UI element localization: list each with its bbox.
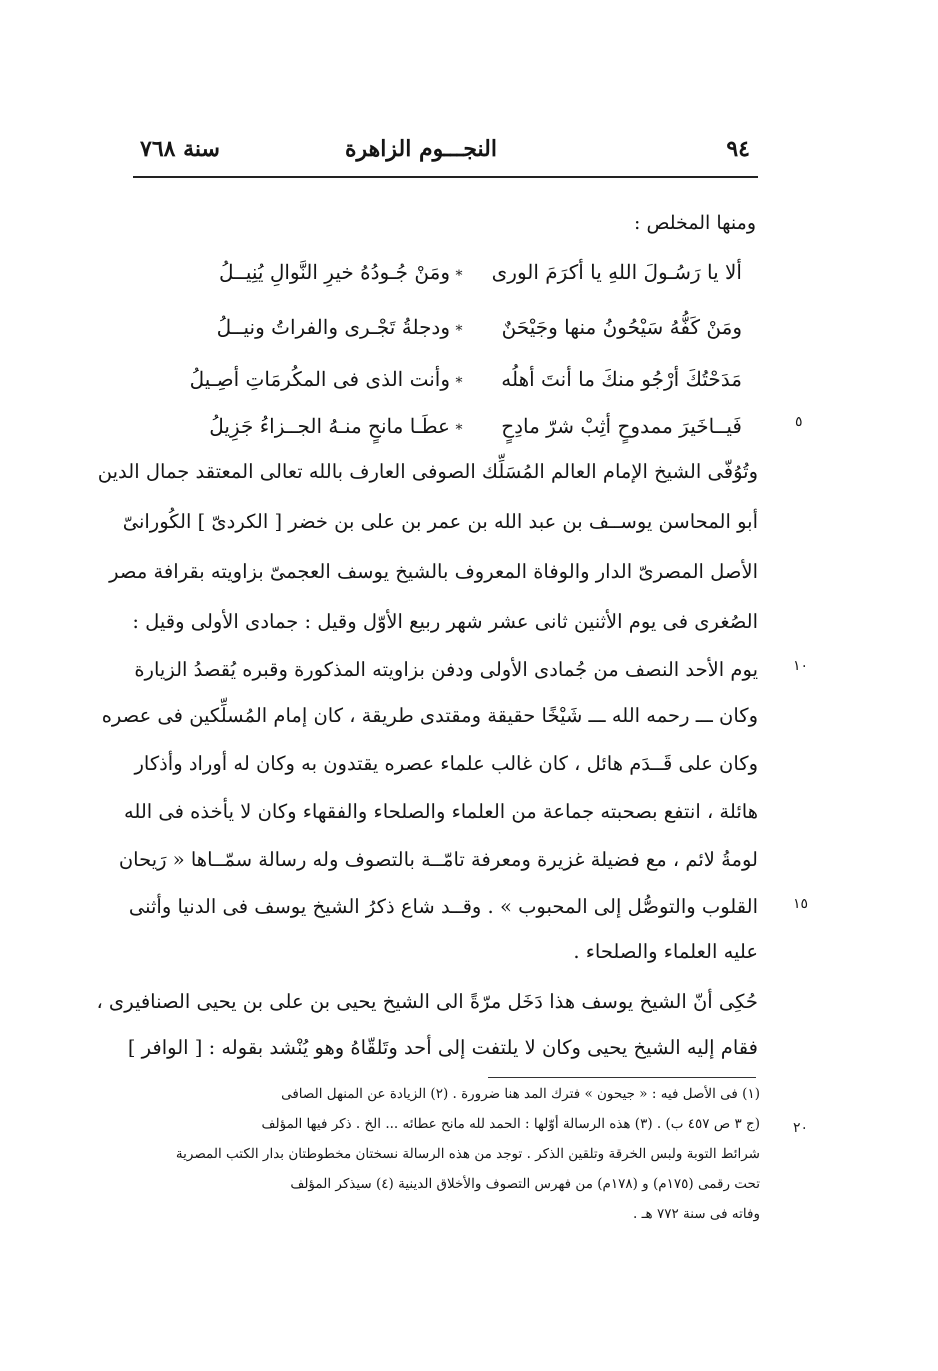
verse-2	[170, 315, 742, 361]
verse-separator: *	[455, 422, 463, 438]
intro-line: ومنها المخلص :	[634, 212, 756, 234]
paragraph-line: وكان ـــ رحمه الله ـــ شَيْخًا حقيقة ومقتدى طريقة ، كان إمام المُسلِّكين فى عصره	[101, 704, 758, 727]
paragraph-line: فقام إليه الشيخ يحيى وكان لا يلتفت إلى أحد وتَلقّاهُ وهو يُنْشد بقوله : [ الوافر ]	[127, 1036, 758, 1059]
paragraph-line: لومةُ لائم ، مع فضيلة غزيرة ومعرفة تامّــة بالتصوف وله رسالة سمّــاها « رَيحان	[118, 848, 758, 871]
verse-left-hemistich: وأنت الذى فى المكُرمَاتِ أصِـيلُ	[189, 367, 450, 391]
margin-line-number: ١٠	[793, 658, 809, 674]
margin-line-number: ٢٠	[793, 1120, 809, 1136]
verse-right-hemistich: ألا يا رَسُـولَ اللهِ يا أكرَمَ الورى	[491, 260, 742, 284]
year-heading: سنة ٧٦٨	[140, 136, 220, 162]
footnote-line: (ج ٣ ص ٤٥٧ ب) . (٣) هذه الرسالة أوّلها : الحمد لله مانح عطائه ... الخ . ذكر فيها المؤلف	[261, 1116, 760, 1132]
paragraph-line: يوم الأحد النصف من جُمادى الأولى ودفن بزاويته المذكورة وقبره يُقصدُ الزيارة	[134, 658, 758, 681]
margin-line-number: ٥	[795, 414, 803, 430]
footnote-rule	[488, 1077, 756, 1078]
verse-1	[170, 260, 742, 306]
verse-left-hemistich: ودجلةُ تَجْـرى والفراتُ ونيــلُ	[216, 315, 450, 339]
verse-separator: *	[455, 375, 463, 391]
paragraph-line: حُكِى أنّ الشيخ يوسف هذا دَخَل مرّةً الى الشيخ يحيى بن على بن يحيى الصنافيرى ،	[96, 990, 758, 1013]
footnote-line: تحت رقمى (١٧٥م) و (١٧٨م) من فهرس التصوف والأخلاق الدينية (٤) سيذكر المؤلف	[290, 1176, 760, 1192]
margin-line-number: ١٥	[793, 896, 809, 912]
paragraph-line: عليه العلماء والصلحاء .	[573, 940, 758, 963]
footnote-line: (١) فى الأصل فيه : « جيحون » فترك المد هنا ضرورة . (٢) الزيادة عن المنهل الصافى	[281, 1086, 760, 1102]
verse-3	[170, 367, 742, 413]
paragraph-line: أبو المحاسن يوســف بن عبد الله بن عمر بن على بن خضر [ الكردىّ ] الكُورانىّ	[122, 510, 758, 533]
paragraph-line: وتُوُفّى الشيخ الإمام العالم المُسَلِّك الصوفى العارف بالله تعالى المعتقد جمال الدين	[97, 460, 758, 483]
verse-left-hemistich: ومَنْ جُـودُهُ خيرِ النَّوالِ يُنِيــلُ	[218, 260, 450, 284]
verse-right-hemistich: مَدَحْتُكَ أرْجُو منكَ ما أنتَ أهلُه	[501, 367, 742, 391]
header-rule	[133, 176, 758, 178]
verse-4	[170, 414, 742, 460]
footnote-line: شرائط التوبة ولبس الخرقة وتلقين الذكر . توجد من هذه الرسالة نسختان مخطوطتان بدار الكتب المصرية	[175, 1146, 760, 1162]
paragraph-line: القلوب والتوصُّل إلى المحبوب » . وقــد شاع ذكرُ الشيخ يوسف فى الدنيا وأثنى	[128, 895, 758, 918]
verse-right-hemistich: فَيــاخَيرَ ممدوحٍ أثِبْ شرّ مادِحٍ	[501, 414, 742, 438]
verse-left-hemistich: عطَـا مانحٍ منـهُ الجــزاءُ جَزِيلُ	[209, 414, 450, 438]
paragraph-line: الصُغرى فى يوم الأثنين ثانى عشر شهر ربيع الأوّل وقيل : جمادى الأولى وقيل :	[132, 610, 758, 633]
page-number: ٩٤	[726, 136, 750, 162]
verse-right-hemistich: ومَنْ كَفُّهُ سَيْحُونُ منها وجَيْحَنٌ	[501, 315, 742, 339]
footnote-line: وفاته فى سنة ٧٧٢ هـ .	[632, 1206, 760, 1222]
verse-separator: *	[455, 268, 463, 284]
verse-separator: *	[455, 323, 463, 339]
running-title: النجـــوم الزاهرة	[345, 136, 497, 162]
paragraph-line: هائلة ، انتفع بصحبته جماعة من العلماء والصلحاء والفقهاء وكان لا يأخذه فى الله	[123, 800, 758, 823]
paragraph-line: وكان على قَــدَم هائل ، كان غالب علماء عصره يقتدون به وكان له أوراد وأذكار	[134, 752, 758, 775]
paragraph-line: الأصل المصرىّ الدار والوفاة المعروف بالشيخ يوسف العجمىّ بزاويته بقرافة مصر	[109, 560, 758, 583]
